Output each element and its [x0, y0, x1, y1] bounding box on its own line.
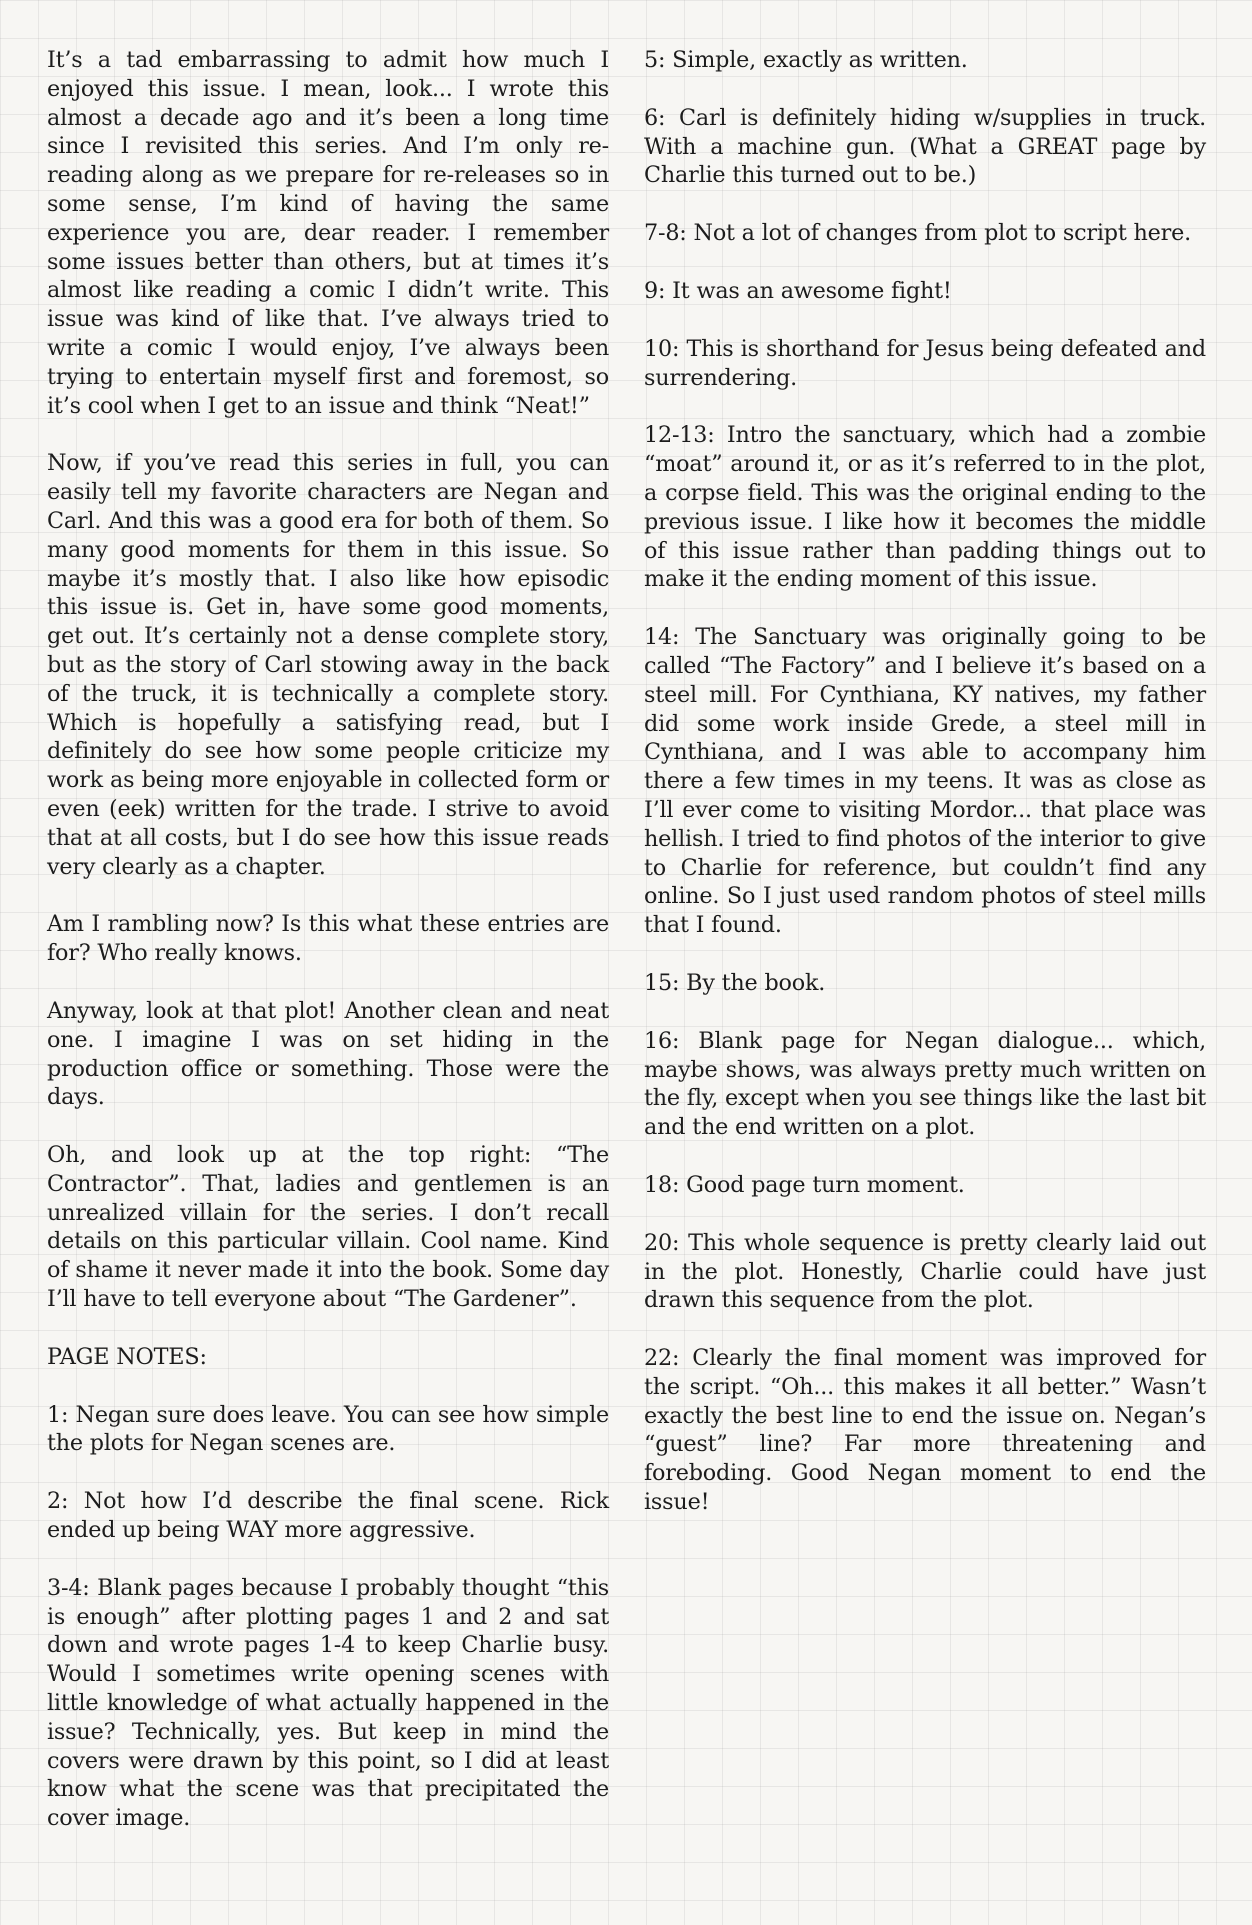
page-note-6: 6: Carl is definitely hiding w/supplies in truck. With a machine gun. (What a GREAT page by Charlie this turned out to be.) — [644, 104, 1206, 189]
page-notes-heading: PAGE NOTES: — [47, 1343, 207, 1370]
right-column — [644, 46, 1206, 1546]
page-note-10: 10: This is shorthand for Jesus being defeated and surrendering. — [644, 335, 1206, 391]
page-note-18: 18: Good page turn moment. — [644, 1171, 965, 1198]
page-note-5: 5: Simple, exactly as written. — [644, 47, 968, 73]
page-note-15: 15: By the book. — [644, 969, 826, 996]
page-note-3-4: 3-4: Blank pages because I probably thought “this is enough” after plotting pages 1 and 2 and sat down and wrote pages 1-4 to keep Charlie busy. Would I sometimes write opening scenes with little knowledge of what actually happened in the issue? Technically, yes. But keep in mind the covers were drawn by this point, so I did at least know what the scene was that precipitated the cover image. — [47, 1574, 609, 1832]
page-note-20: 20: This whole sequence is pretty clearly laid out in the plot. Honestly, Charlie could have just drawn this sequence from the plot. — [644, 1229, 1206, 1314]
page-note-14: 14: The Sanctuary was originally going to be called “The Factory” and I believe it’s based on a steel mill. For Cynthiana, KY natives, my father did some work inside Grede, a steel mill in Cynthiana, and I was able to accompany him there a few times in my teens. It was as close as I’ll ever come to visiting Mordor... that place was hellish. I tried to find photos of the interior to give to Charlie for reference, but couldn’t find any online. So I just used random photos of steel mills that I found. — [644, 624, 1206, 939]
rambling-paragraph: Am I rambling now? Is this what these entries are for? Who really knows. — [47, 911, 609, 967]
favorite-characters-paragraph: Now, if you’ve read this series in full, you can easily tell my favorite characters are Negan and Carl. And this was a good era for both of them. So many good moments for them in this issue. So maybe it’s mostly that. I also like how episodic this issue is. Get in, have some good moments, get out. It’s certainly not a dense complete story, but as the story of Carl stowing away in the back of the truck, it is technically a complete story. Which is hopefully a satisfying read, but I definitely do see how some people criticize my work as being more enjoyable in collected form or even (eek) written for the trade. I strive to avoid that at all costs, but I do see how this issue reads very clearly as a chapter. — [47, 450, 609, 880]
page-note-12-13: 12-13: Intro the sanctuary, which had a zombie “moat” around it, or as it’s referred to in the plot, a corpse field. This was the original ending to the previous issue. I like how it becomes the middle of this issue rather than padding things out to make it the ending moment of this issue. — [644, 422, 1206, 593]
page-note-1: 1: Negan sure does leave. You can see how simple the plots for Negan scenes are. — [47, 1401, 609, 1457]
page-note-7-8: 7-8: Not a lot of changes from plot to script here. — [644, 220, 1191, 247]
left-column — [47, 46, 609, 1862]
intro-paragraph: It’s a tad embarrassing to admit how much I enjoyed this issue. I mean, look... I wrote this almost a decade ago and it’s been a long time since I revisited this series. And I’m only re-reading along as we prepare for re-releases so in some sense, I’m kind of having the same experience you are, dear reader. I remember some issues better than others, but at times it’s almost like reading a comic I didn’t write. This issue was kind of like that. I’ve always tried to write a comic I would enjoy, I’ve always been trying to entertain myself first and foremost, so it’s cool when I get to an issue and think “Neat!” — [47, 47, 609, 419]
page-note-2: 2: Not how I’d describe the final scene. Rick ended up being WAY more aggressive. — [47, 1488, 609, 1544]
page-note-22: 22: Clearly the final moment was improved for the script. “Oh... this makes it all better.” Wasn’t exactly the best line to end the issue on. Negan’s “guest” line? Far more threatening and foreboding. Good Negan moment to end the issue! — [644, 1345, 1206, 1516]
contractor-paragraph: Oh, and look up at the top right: “The Contractor”. That, ladies and gentlemen is an unrealized villain for the series. I don’t recall details on this particular villain. Cool name. Kind of shame it never made it into the book. Some day I’ll have to tell everyone about “The Gardener”. — [47, 1142, 609, 1313]
plot-paragraph: Anyway, look at that plot! Another clean and neat one. I imagine I was on set hiding in the production office or something. Those were the days. — [47, 997, 609, 1111]
page-note-9: 9: It was an awesome fight! — [644, 277, 952, 304]
page-note-16: 16: Blank page for Negan dialogue... which, maybe shows, was always pretty much written on the fly, except when you see things like the last bit and the end written on a plot. — [644, 1027, 1206, 1141]
